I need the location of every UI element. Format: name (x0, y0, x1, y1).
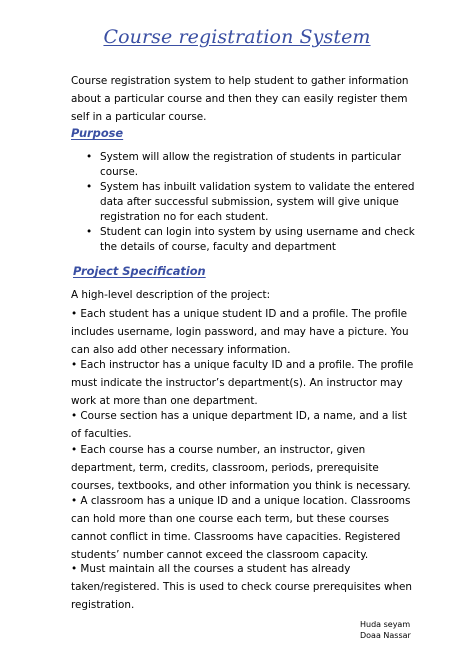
purpose-item-text: System has inbuilt validation system to validate the entered data after successful submission, system will give unique registration no for each student. (100, 181, 415, 223)
purpose-item (71, 225, 416, 255)
author-name: Huda seyam (360, 620, 411, 629)
intro-paragraph: Course registration system to help student to gather information about a particular course and then they can easily register them self in a particular course. (71, 75, 409, 123)
document-title: Course registration System (103, 26, 371, 48)
purpose-item (71, 150, 416, 180)
spec-paragraph-instructor: • Each instructor has a unique faculty ID and a profile. The profile must indicate the instructor’s department(s). An instructor may work at more than one department. (71, 359, 414, 407)
author-name: Doaa Nassar (360, 631, 411, 640)
purpose-heading: Purpose (71, 126, 124, 140)
purpose-item (71, 180, 416, 225)
spec-intro: A high-level description of the project: (71, 289, 271, 301)
project-spec-heading: Project Specification (73, 264, 206, 278)
bullet-icon: • (86, 226, 93, 238)
purpose-item-text: System will allow the registration of students in particular course. (100, 151, 401, 178)
bullet-icon: • (86, 181, 93, 193)
purpose-list (71, 150, 416, 255)
spec-paragraph-maintain: • Must maintain all the courses a student has already taken/registered. This is used to check course prerequisites when registration. (71, 563, 413, 611)
spec-paragraph-classroom: • A classroom has a unique ID and a unique location. Classrooms can hold more than one course each term, but these courses cannot conflict in time. Classrooms have capacities. Registered students’ number cannot exceed the classroom capacity. (71, 495, 411, 561)
purpose-item-text: Student can login into system by using username and check the details of course, faculty and department (100, 226, 415, 253)
spec-paragraph-student: • Each student has a unique student ID and a profile. The profile includes username, login password, and may have a picture. You can also add other necessary information. (71, 308, 409, 356)
bullet-icon: • (86, 151, 93, 163)
spec-paragraph-course: • Each course has a course number, an instructor, given department, term, credits, classroom, periods, prerequisite courses, textbooks, and other information you think is necessary. (71, 444, 411, 492)
spec-paragraph-section: • Course section has a unique department ID, a name, and a list of faculties. (71, 410, 407, 440)
